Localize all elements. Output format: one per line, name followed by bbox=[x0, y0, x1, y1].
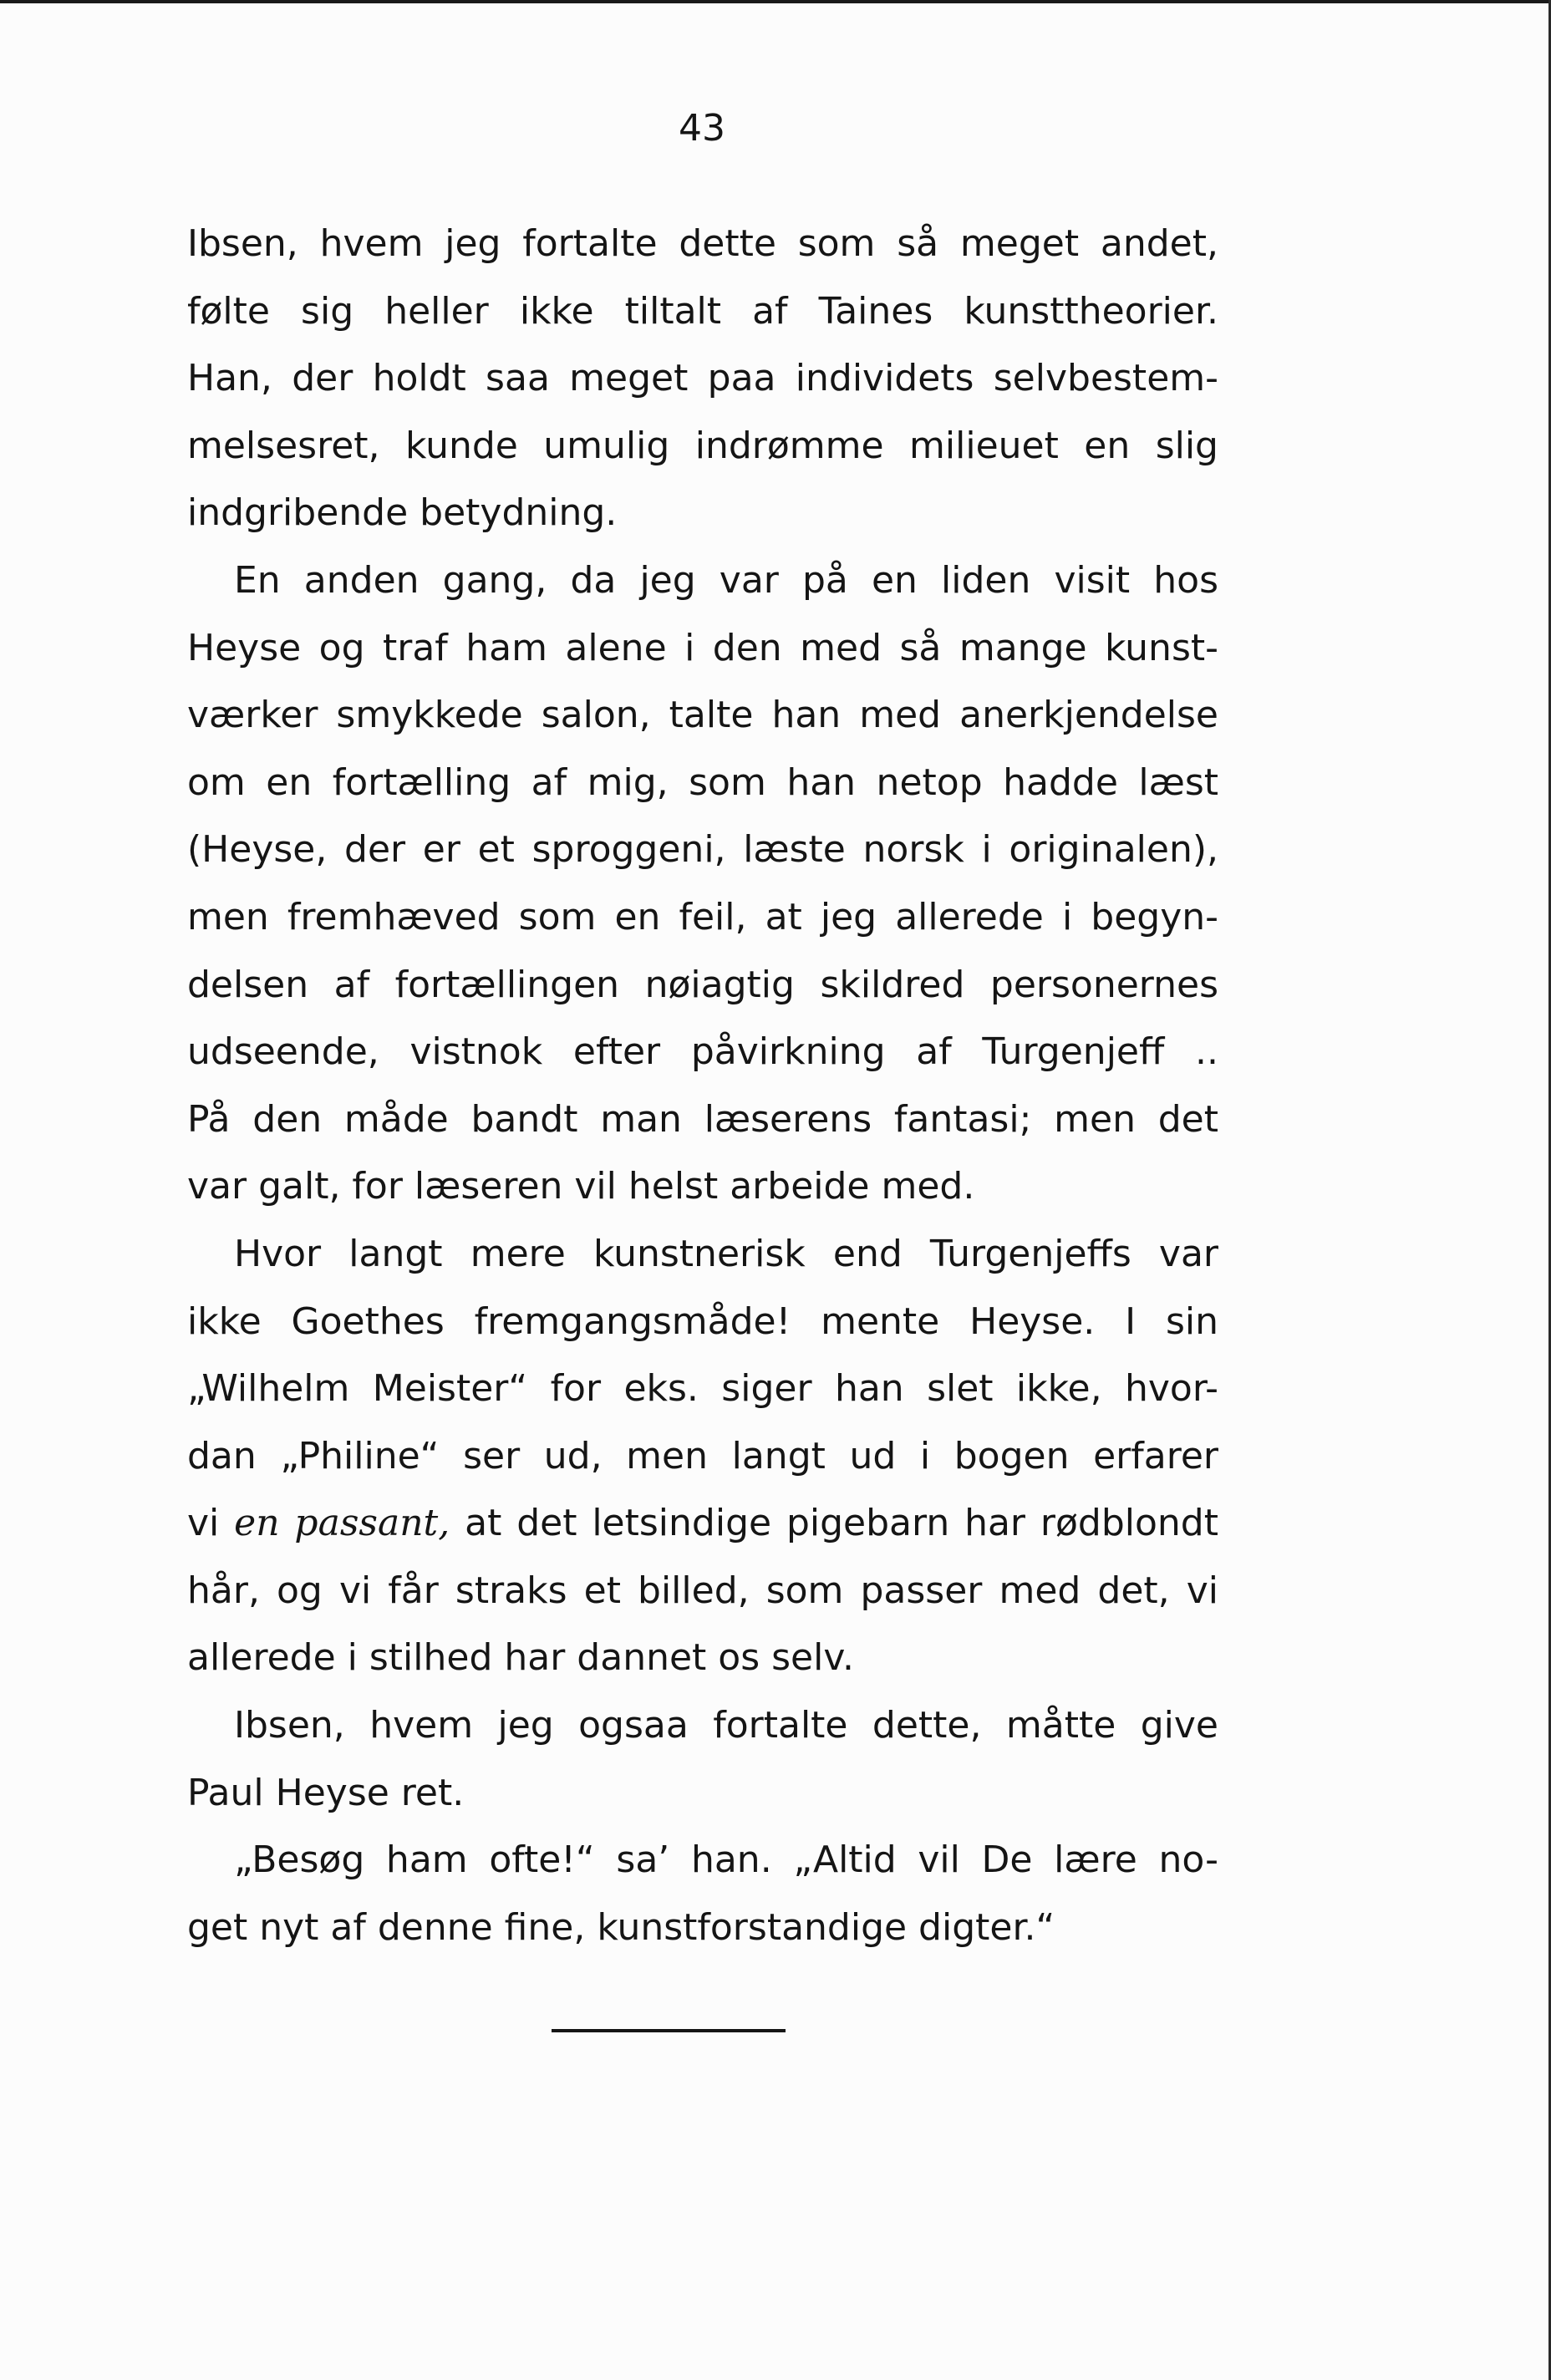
italic-phrase: en passant, bbox=[234, 1502, 450, 1545]
text-line: På den måde bandt man læserens fantasi; men det bbox=[187, 1097, 1218, 1141]
text-line: dan „Philine“ ser ud, men langt ud i bogen erfarer bbox=[187, 1434, 1218, 1477]
text-line: get nyt af denne fine, kunstforstandige digter.“ bbox=[187, 1905, 1055, 1949]
text-line: Ibsen, hvem jeg fortalte dette som så meget andet, bbox=[187, 222, 1218, 265]
text-line-with-italic bbox=[187, 1490, 1218, 1558]
text-line: Ibsen, hvem jeg ogsaa fortalte dette, måtte give bbox=[234, 1704, 1218, 1747]
text-line: En anden gang, da jeg var på en liden visit hos bbox=[234, 558, 1218, 602]
section-end-rule bbox=[552, 2029, 786, 2032]
text-line: Paul Heyse ret. bbox=[187, 1771, 465, 1814]
text-line: værker smykkede salon, talte han med anerkjendelse bbox=[187, 694, 1218, 737]
text-segment: at det letsindige pigebarn har rødblondt bbox=[450, 1502, 1218, 1545]
text-line: Han, der holdt saa meget paa individets selvbestem- bbox=[187, 357, 1218, 400]
text-line: ikke Goethes fremgangsmåde! mente Heyse. I sin bbox=[187, 1299, 1218, 1343]
text-line: om en fortælling af mig, som han netop hadde læst bbox=[187, 760, 1218, 804]
text-line: Heyse og traf ham alene i den med så mange kunst- bbox=[187, 626, 1218, 669]
text-line: Hvor langt mere kunstnerisk end Turgenjeffs var bbox=[234, 1232, 1218, 1275]
body-text bbox=[187, 211, 1218, 1961]
text-line: melsesret, kunde umulig indrømme milieuet en slig bbox=[187, 424, 1218, 467]
text-line: hår, og vi får straks et billed, som passer med det, vi bbox=[187, 1569, 1218, 1612]
scan-top-edge bbox=[0, 0, 1551, 3]
text-line: følte sig heller ikke tiltalt af Taines kunsttheorier. bbox=[187, 289, 1218, 333]
text-line: allerede i stilhed har dannet os selv. bbox=[187, 1636, 854, 1680]
text-line: (Heyse, der er et sproggeni, læste norsk i originalen), bbox=[187, 828, 1218, 872]
page-number: 43 bbox=[679, 107, 725, 150]
text-line: „Wilhelm Meister“ for eks. siger han slet ikke, hvor- bbox=[187, 1367, 1218, 1411]
text-line: udseende, vistnok efter påvirkning af Turgenjeff .. bbox=[187, 1030, 1218, 1074]
text-segment: vi bbox=[187, 1502, 235, 1545]
text-line: indgribende betydning. bbox=[187, 491, 618, 535]
text-line: men fremhæved som en feil, at jeg allerede i begyn- bbox=[187, 895, 1218, 938]
text-line: var galt, for læseren vil helst arbeide med. bbox=[187, 1165, 975, 1208]
text-line: „Besøg ham ofte!“ sa’ han. „Altid vil De lære no- bbox=[234, 1838, 1218, 1882]
text-line: delsen af fortællingen nøiagtig skildred personernes bbox=[187, 963, 1218, 1006]
